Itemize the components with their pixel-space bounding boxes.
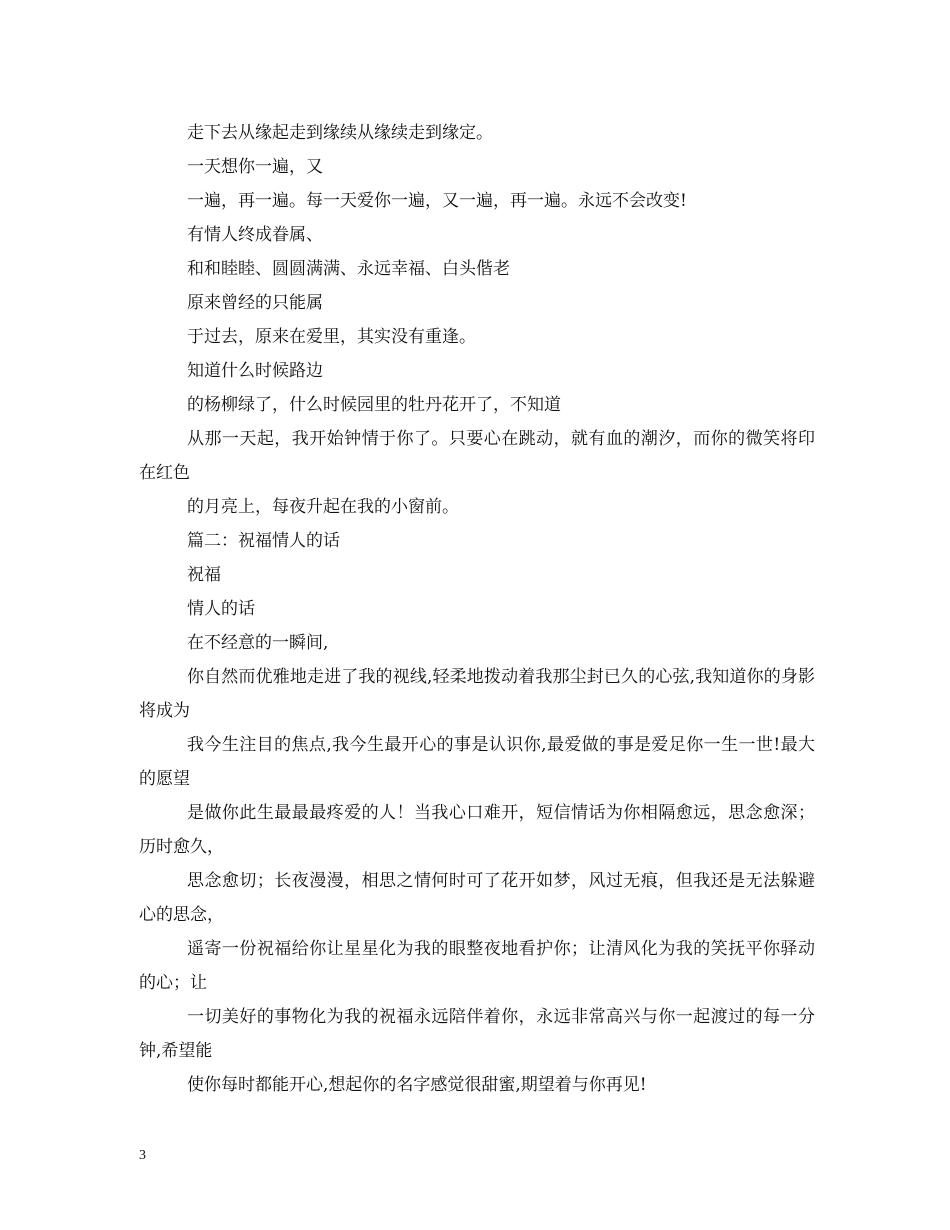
paragraph: 使你每时都能开心,想起你的名字感觉很甜蜜,期望着与你再见! [187,1075,647,1095]
paragraph: 知道什么时候路边 [187,361,323,381]
paragraph: 祝福 [187,565,221,585]
paragraph: 一遍，再一遍。每一天爱你一遍，又一遍，再一遍。永远不会改变! [187,191,687,211]
paragraph: 和和睦睦、圆圆满满、永远幸福、白头偕老 [187,259,510,279]
paragraph: 是做你此生最最最疼爱的人！当我心口难开，短信情话为你相隔愈远，思念愈深；历时愈久， [139,803,815,857]
paragraph: 的杨柳绿了，什么时候园里的牡丹花开了，不知道 [187,395,561,415]
section-heading: 篇二：祝福情人的话 [187,531,340,551]
paragraph: 思念愈切；长夜漫漫，相思之情何时可了花开如梦，风过无痕，但我还是无法躲避心的思念， [139,871,815,925]
paragraph: 在不经意的一瞬间, [187,633,329,653]
document-body [139,116,815,1102]
paragraph: 我今生注目的焦点,我今生最开心的事是认识你,最爱做的事是爱足你一生一世!最大的愿望 [139,735,815,789]
page-number: 3 [139,1148,146,1163]
paragraph: 一切美好的事物化为我的祝福永远陪伴着你，永远非常高兴与你一起渡过的每一分钟,希望能 [139,1007,815,1061]
paragraph: 于过去，原来在爱里，其实没有重逢。 [187,327,476,347]
paragraph: 走下去从缘起走到缘续从缘续走到缘定。 [187,123,493,143]
paragraph: 你自然而优雅地走进了我的视线,轻柔地拨动着我那尘封已久的心弦,我知道你的身影将成为 [139,667,815,721]
paragraph: 遥寄一份祝福给你让星星化为我的眼整夜地看护你；让清风化为我的笑抚平你驿动的心；让 [139,939,815,993]
paragraph: 的月亮上，每夜升起在我的小窗前。 [187,497,459,517]
paragraph: 从那一天起，我开始钟情于你了。只要心在跳动，就有血的潮汐，而你的微笑将印在红色 [139,429,815,483]
paragraph: 情人的话 [187,599,255,619]
paragraph: 有情人终成眷属、 [187,225,323,245]
paragraph: 一天想你一遍，又 [187,157,323,177]
paragraph: 原来曾经的只能属 [187,293,323,313]
